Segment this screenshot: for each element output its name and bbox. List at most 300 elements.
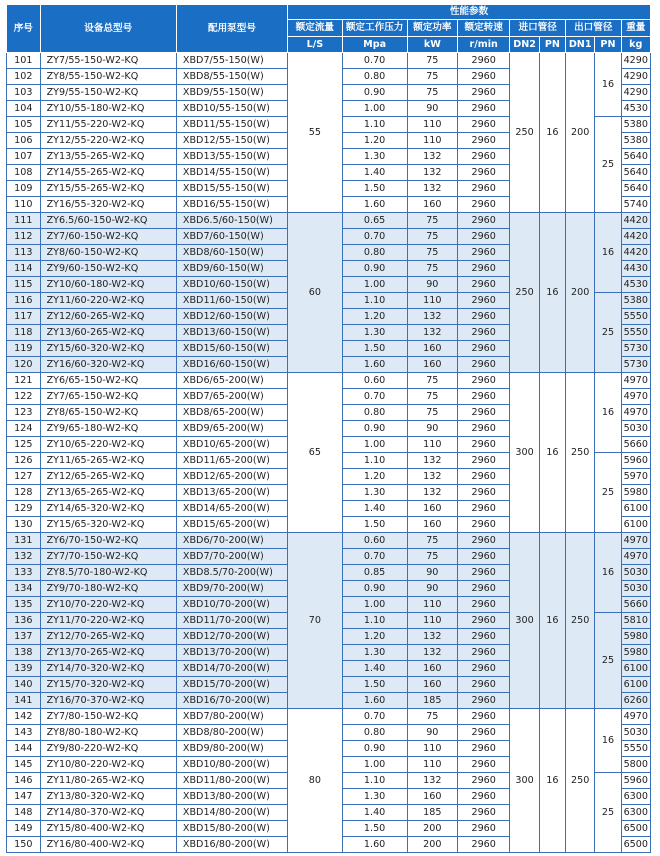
cell-speed: 2960 <box>457 597 509 613</box>
cell-speed: 2960 <box>457 501 509 517</box>
cell-seq: 149 <box>7 821 41 837</box>
cell-pressure: 1.30 <box>342 789 407 805</box>
cell-speed: 2960 <box>457 805 509 821</box>
cell-pump: XBD12/70-200(W) <box>176 629 287 645</box>
cell-pump: XBD7/80-200(W) <box>176 709 287 725</box>
cell-model: ZY7/60-150-W2-KQ <box>40 229 176 245</box>
unit-dn2: DN2 <box>510 37 539 53</box>
cell-seq: 111 <box>7 213 41 229</box>
cell-speed: 2960 <box>457 277 509 293</box>
cell-speed: 2960 <box>457 421 509 437</box>
cell-seq: 114 <box>7 261 41 277</box>
cell-seq: 104 <box>7 101 41 117</box>
cell-weight: 6300 <box>621 805 650 821</box>
cell-weight: 4970 <box>621 389 650 405</box>
cell-pump: XBD11/60-150(W) <box>176 293 287 309</box>
cell-model: ZY9/70-180-W2-KQ <box>40 581 176 597</box>
cell-dn2: 250 <box>510 213 539 373</box>
cell-model: ZY9/55-150-W2-KQ <box>40 85 176 101</box>
cell-power: 110 <box>407 757 457 773</box>
cell-pump: XBD14/80-200(W) <box>176 805 287 821</box>
table-row <box>7 533 651 549</box>
cell-weight: 5030 <box>621 421 650 437</box>
cell-speed: 2960 <box>457 789 509 805</box>
cell-pump: XBD9/70-200(W) <box>176 581 287 597</box>
cell-weight: 5550 <box>621 741 650 757</box>
cell-weight: 4290 <box>621 85 650 101</box>
cell-speed: 2960 <box>457 629 509 645</box>
cell-pn-outlet: 25 <box>595 453 621 533</box>
cell-power: 132 <box>407 773 457 789</box>
cell-pressure: 1.10 <box>342 453 407 469</box>
cell-weight: 5810 <box>621 613 650 629</box>
cell-speed: 2960 <box>457 469 509 485</box>
cell-pressure: 0.90 <box>342 421 407 437</box>
cell-model: ZY16/55-320-W2-KQ <box>40 197 176 213</box>
cell-speed: 2960 <box>457 117 509 133</box>
cell-pressure: 1.60 <box>342 693 407 709</box>
cell-pump: XBD15/80-200(W) <box>176 821 287 837</box>
cell-speed: 2960 <box>457 213 509 229</box>
cell-weight: 4420 <box>621 229 650 245</box>
cell-speed: 2960 <box>457 69 509 85</box>
unit-pressure: Mpa <box>342 37 407 53</box>
cell-flow: 55 <box>288 53 343 213</box>
cell-seq: 106 <box>7 133 41 149</box>
cell-power: 110 <box>407 437 457 453</box>
cell-weight: 4420 <box>621 245 650 261</box>
cell-pressure: 1.00 <box>342 757 407 773</box>
cell-weight: 5980 <box>621 485 650 501</box>
cell-seq: 123 <box>7 405 41 421</box>
cell-speed: 2960 <box>457 293 509 309</box>
cell-weight: 5640 <box>621 149 650 165</box>
cell-speed: 2960 <box>457 389 509 405</box>
cell-speed: 2960 <box>457 309 509 325</box>
cell-model: ZY12/55-220-W2-KQ <box>40 133 176 149</box>
cell-model: ZY13/55-265-W2-KQ <box>40 149 176 165</box>
header-inlet: 进口管径 <box>510 20 566 37</box>
cell-speed: 2960 <box>457 245 509 261</box>
cell-power: 75 <box>407 533 457 549</box>
cell-weight: 4970 <box>621 533 650 549</box>
cell-pn-outlet: 25 <box>595 293 621 373</box>
cell-pn-outlet: 16 <box>595 533 621 613</box>
cell-model: ZY7/55-150-W2-KQ <box>40 53 176 69</box>
cell-seq: 136 <box>7 613 41 629</box>
cell-model: ZY10/65-220-W2-KQ <box>40 437 176 453</box>
cell-power: 160 <box>407 677 457 693</box>
cell-model: ZY10/55-180-W2-KQ <box>40 101 176 117</box>
cell-power: 200 <box>407 837 457 853</box>
cell-weight: 6100 <box>621 677 650 693</box>
cell-seq: 138 <box>7 645 41 661</box>
cell-pump: XBD16/60-150(W) <box>176 357 287 373</box>
cell-weight: 5640 <box>621 165 650 181</box>
cell-power: 75 <box>407 213 457 229</box>
cell-seq: 142 <box>7 709 41 725</box>
cell-seq: 147 <box>7 789 41 805</box>
cell-pressure: 1.10 <box>342 773 407 789</box>
cell-speed: 2960 <box>457 677 509 693</box>
cell-pump: XBD13/70-200(W) <box>176 645 287 661</box>
cell-pump: XBD16/70-200(W) <box>176 693 287 709</box>
table-row <box>7 373 651 389</box>
cell-speed: 2960 <box>457 613 509 629</box>
cell-power: 160 <box>407 357 457 373</box>
cell-model: ZY11/65-265-W2-KQ <box>40 453 176 469</box>
cell-pump: XBD12/65-200(W) <box>176 469 287 485</box>
cell-pressure: 1.40 <box>342 805 407 821</box>
cell-pn-outlet: 25 <box>595 117 621 213</box>
cell-pressure: 0.85 <box>342 565 407 581</box>
cell-seq: 122 <box>7 389 41 405</box>
cell-power: 75 <box>407 389 457 405</box>
cell-pump: XBD13/80-200(W) <box>176 789 287 805</box>
cell-pump: XBD11/65-200(W) <box>176 453 287 469</box>
cell-speed: 2960 <box>457 373 509 389</box>
cell-model: ZY8/60-150-W2-KQ <box>40 245 176 261</box>
cell-power: 160 <box>407 661 457 677</box>
cell-power: 90 <box>407 277 457 293</box>
header-flow: 额定流量 <box>288 20 343 37</box>
cell-pressure: 1.30 <box>342 485 407 501</box>
cell-seq: 148 <box>7 805 41 821</box>
cell-speed: 2960 <box>457 517 509 533</box>
cell-model: ZY15/65-320-W2-KQ <box>40 517 176 533</box>
cell-seq: 137 <box>7 629 41 645</box>
unit-weight: kg <box>621 37 650 53</box>
cell-pump: XBD11/70-200(W) <box>176 613 287 629</box>
cell-seq: 130 <box>7 517 41 533</box>
cell-speed: 2960 <box>457 565 509 581</box>
cell-seq: 124 <box>7 421 41 437</box>
cell-power: 110 <box>407 613 457 629</box>
table-body <box>7 53 651 853</box>
table-row <box>7 213 651 229</box>
cell-seq: 145 <box>7 757 41 773</box>
cell-model: ZY13/80-320-W2-KQ <box>40 789 176 805</box>
cell-power: 185 <box>407 693 457 709</box>
cell-pump: XBD8.5/70-200(W) <box>176 565 287 581</box>
cell-speed: 2960 <box>457 581 509 597</box>
cell-weight: 6300 <box>621 789 650 805</box>
cell-weight: 5980 <box>621 629 650 645</box>
cell-pressure: 0.70 <box>342 53 407 69</box>
cell-weight: 5960 <box>621 453 650 469</box>
unit-speed: r/min <box>457 37 509 53</box>
cell-dn1: 250 <box>565 709 594 853</box>
cell-power: 132 <box>407 309 457 325</box>
cell-power: 160 <box>407 517 457 533</box>
cell-model: ZY6.5/60-150-W2-KQ <box>40 213 176 229</box>
cell-seq: 143 <box>7 725 41 741</box>
table-header <box>7 5 651 53</box>
cell-pressure: 1.40 <box>342 165 407 181</box>
cell-weight: 6500 <box>621 837 650 853</box>
cell-pressure: 1.00 <box>342 437 407 453</box>
cell-pressure: 0.90 <box>342 85 407 101</box>
cell-power: 75 <box>407 405 457 421</box>
cell-pump: XBD6/70-200(W) <box>176 533 287 549</box>
cell-speed: 2960 <box>457 837 509 853</box>
cell-weight: 5380 <box>621 117 650 133</box>
cell-dn1: 200 <box>565 53 594 213</box>
cell-weight: 6100 <box>621 501 650 517</box>
cell-weight: 5380 <box>621 133 650 149</box>
cell-power: 132 <box>407 645 457 661</box>
cell-seq: 101 <box>7 53 41 69</box>
table-row <box>7 53 651 69</box>
cell-pressure: 0.80 <box>342 725 407 741</box>
cell-pressure: 1.30 <box>342 645 407 661</box>
cell-seq: 108 <box>7 165 41 181</box>
cell-pump: XBD9/60-150(W) <box>176 261 287 277</box>
cell-pressure: 0.65 <box>342 213 407 229</box>
cell-speed: 2960 <box>457 437 509 453</box>
cell-pump: XBD7/55-150(W) <box>176 53 287 69</box>
cell-model: ZY8.5/70-180-W2-KQ <box>40 565 176 581</box>
cell-pressure: 1.50 <box>342 181 407 197</box>
cell-seq: 131 <box>7 533 41 549</box>
cell-power: 90 <box>407 565 457 581</box>
cell-model: ZY10/70-220-W2-KQ <box>40 597 176 613</box>
cell-speed: 2960 <box>457 693 509 709</box>
cell-seq: 103 <box>7 85 41 101</box>
header-seq: 序号 <box>7 5 41 53</box>
cell-speed: 2960 <box>457 101 509 117</box>
cell-weight: 6100 <box>621 517 650 533</box>
cell-pressure: 1.40 <box>342 661 407 677</box>
header-model: 设备总型号 <box>40 5 176 53</box>
table-row <box>7 709 651 725</box>
cell-pressure: 1.10 <box>342 293 407 309</box>
cell-model: ZY16/60-320-W2-KQ <box>40 357 176 373</box>
cell-model: ZY15/60-320-W2-KQ <box>40 341 176 357</box>
cell-speed: 2960 <box>457 197 509 213</box>
cell-dn2: 300 <box>510 709 539 853</box>
cell-pump: XBD11/55-150(W) <box>176 117 287 133</box>
cell-weight: 5380 <box>621 293 650 309</box>
cell-seq: 121 <box>7 373 41 389</box>
cell-seq: 140 <box>7 677 41 693</box>
cell-power: 132 <box>407 469 457 485</box>
cell-pressure: 0.90 <box>342 741 407 757</box>
cell-power: 160 <box>407 197 457 213</box>
cell-model: ZY12/65-265-W2-KQ <box>40 469 176 485</box>
cell-weight: 5030 <box>621 565 650 581</box>
unit-power: kW <box>407 37 457 53</box>
cell-pump: XBD8/65-200(W) <box>176 405 287 421</box>
cell-power: 132 <box>407 149 457 165</box>
cell-weight: 4290 <box>621 53 650 69</box>
unit-pn-inlet: PN <box>539 37 565 53</box>
cell-pressure: 1.00 <box>342 101 407 117</box>
cell-pump: XBD10/60-150(W) <box>176 277 287 293</box>
cell-model: ZY9/60-150-W2-KQ <box>40 261 176 277</box>
cell-flow: 70 <box>288 533 343 709</box>
cell-model: ZY9/65-180-W2-KQ <box>40 421 176 437</box>
cell-pressure: 0.80 <box>342 69 407 85</box>
cell-pump: XBD6.5/60-150(W) <box>176 213 287 229</box>
cell-pressure: 1.30 <box>342 325 407 341</box>
cell-speed: 2960 <box>457 261 509 277</box>
cell-model: ZY14/70-320-W2-KQ <box>40 661 176 677</box>
cell-pump: XBD12/60-150(W) <box>176 309 287 325</box>
cell-weight: 5980 <box>621 645 650 661</box>
cell-pressure: 1.50 <box>342 821 407 837</box>
cell-speed: 2960 <box>457 773 509 789</box>
cell-pump: XBD15/70-200(W) <box>176 677 287 693</box>
cell-weight: 6100 <box>621 661 650 677</box>
cell-pump: XBD10/65-200(W) <box>176 437 287 453</box>
cell-model: ZY14/65-320-W2-KQ <box>40 501 176 517</box>
cell-weight: 5660 <box>621 437 650 453</box>
cell-pressure: 0.90 <box>342 581 407 597</box>
cell-seq: 110 <box>7 197 41 213</box>
cell-power: 75 <box>407 261 457 277</box>
cell-pn-inlet: 16 <box>539 533 565 709</box>
cell-pn-outlet: 16 <box>595 373 621 453</box>
cell-pump: XBD7/60-150(W) <box>176 229 287 245</box>
cell-model: ZY15/80-400-W2-KQ <box>40 821 176 837</box>
cell-model: ZY14/80-370-W2-KQ <box>40 805 176 821</box>
cell-pn-outlet: 16 <box>595 213 621 293</box>
cell-power: 75 <box>407 709 457 725</box>
cell-pump: XBD7/65-200(W) <box>176 389 287 405</box>
cell-weight: 4420 <box>621 213 650 229</box>
cell-model: ZY15/55-265-W2-KQ <box>40 181 176 197</box>
cell-weight: 6260 <box>621 693 650 709</box>
unit-pn-outlet: PN <box>595 37 621 53</box>
cell-seq: 115 <box>7 277 41 293</box>
cell-power: 90 <box>407 101 457 117</box>
cell-weight: 5960 <box>621 773 650 789</box>
cell-pressure: 0.70 <box>342 709 407 725</box>
cell-seq: 141 <box>7 693 41 709</box>
cell-power: 75 <box>407 53 457 69</box>
header-power: 额定功率 <box>407 20 457 37</box>
cell-power: 160 <box>407 789 457 805</box>
cell-speed: 2960 <box>457 709 509 725</box>
cell-seq: 129 <box>7 501 41 517</box>
cell-seq: 139 <box>7 661 41 677</box>
cell-pn-outlet: 16 <box>595 53 621 117</box>
cell-weight: 4530 <box>621 101 650 117</box>
cell-pressure: 1.50 <box>342 517 407 533</box>
cell-pressure: 1.60 <box>342 197 407 213</box>
cell-model: ZY8/65-150-W2-KQ <box>40 405 176 421</box>
cell-speed: 2960 <box>457 165 509 181</box>
cell-model: ZY12/70-265-W2-KQ <box>40 629 176 645</box>
cell-weight: 4530 <box>621 277 650 293</box>
cell-pressure: 0.70 <box>342 389 407 405</box>
cell-model: ZY16/80-400-W2-KQ <box>40 837 176 853</box>
cell-seq: 133 <box>7 565 41 581</box>
cell-weight: 5740 <box>621 197 650 213</box>
cell-weight: 4970 <box>621 549 650 565</box>
cell-seq: 105 <box>7 117 41 133</box>
cell-pump: XBD13/55-150(W) <box>176 149 287 165</box>
cell-model: ZY6/65-150-W2-KQ <box>40 373 176 389</box>
cell-pump: XBD15/60-150(W) <box>176 341 287 357</box>
cell-speed: 2960 <box>457 229 509 245</box>
cell-seq: 132 <box>7 549 41 565</box>
cell-pn-inlet: 16 <box>539 709 565 853</box>
cell-weight: 5800 <box>621 757 650 773</box>
cell-pump: XBD16/55-150(W) <box>176 197 287 213</box>
cell-flow: 80 <box>288 709 343 853</box>
cell-seq: 146 <box>7 773 41 789</box>
cell-flow: 60 <box>288 213 343 373</box>
cell-pump: XBD9/80-200(W) <box>176 741 287 757</box>
cell-model: ZY7/80-150-W2-KQ <box>40 709 176 725</box>
cell-model: ZY13/65-265-W2-KQ <box>40 485 176 501</box>
cell-pump: XBD13/65-200(W) <box>176 485 287 501</box>
cell-seq: 128 <box>7 485 41 501</box>
cell-model: ZY7/65-150-W2-KQ <box>40 389 176 405</box>
cell-power: 160 <box>407 501 457 517</box>
cell-pump: XBD14/55-150(W) <box>176 165 287 181</box>
cell-dn2: 300 <box>510 373 539 533</box>
cell-seq: 135 <box>7 597 41 613</box>
cell-pump: XBD10/80-200(W) <box>176 757 287 773</box>
cell-power: 110 <box>407 117 457 133</box>
cell-power: 110 <box>407 597 457 613</box>
unit-flow: L/S <box>288 37 343 53</box>
cell-weight: 4430 <box>621 261 650 277</box>
cell-seq: 150 <box>7 837 41 853</box>
cell-pressure: 0.70 <box>342 549 407 565</box>
cell-dn2: 300 <box>510 533 539 709</box>
cell-pressure: 1.10 <box>342 117 407 133</box>
cell-power: 132 <box>407 485 457 501</box>
cell-power: 132 <box>407 453 457 469</box>
cell-power: 75 <box>407 229 457 245</box>
cell-pressure: 1.00 <box>342 597 407 613</box>
cell-model: ZY8/55-150-W2-KQ <box>40 69 176 85</box>
cell-weight: 6500 <box>621 821 650 837</box>
cell-power: 110 <box>407 133 457 149</box>
cell-pump: XBD9/55-150(W) <box>176 85 287 101</box>
cell-weight: 5730 <box>621 341 650 357</box>
cell-power: 75 <box>407 549 457 565</box>
cell-model: ZY8/80-180-W2-KQ <box>40 725 176 741</box>
cell-pn-outlet: 25 <box>595 773 621 853</box>
cell-power: 75 <box>407 245 457 261</box>
cell-seq: 107 <box>7 149 41 165</box>
cell-model: ZY11/80-265-W2-KQ <box>40 773 176 789</box>
cell-weight: 5030 <box>621 581 650 597</box>
cell-pump: XBD6/65-200(W) <box>176 373 287 389</box>
cell-pn-inlet: 16 <box>539 213 565 373</box>
cell-pump: XBD8/55-150(W) <box>176 69 287 85</box>
cell-pump: XBD14/65-200(W) <box>176 501 287 517</box>
cell-model: ZY12/60-265-W2-KQ <box>40 309 176 325</box>
cell-speed: 2960 <box>457 325 509 341</box>
header-speed: 额定转速 <box>457 20 509 37</box>
cell-speed: 2960 <box>457 485 509 501</box>
cell-pump: XBD9/65-200(W) <box>176 421 287 437</box>
cell-speed: 2960 <box>457 821 509 837</box>
cell-pressure: 1.20 <box>342 629 407 645</box>
cell-pressure: 0.80 <box>342 245 407 261</box>
cell-power: 110 <box>407 741 457 757</box>
cell-seq: 102 <box>7 69 41 85</box>
cell-flow: 65 <box>288 373 343 533</box>
cell-model: ZY7/70-150-W2-KQ <box>40 549 176 565</box>
cell-pressure: 1.50 <box>342 341 407 357</box>
